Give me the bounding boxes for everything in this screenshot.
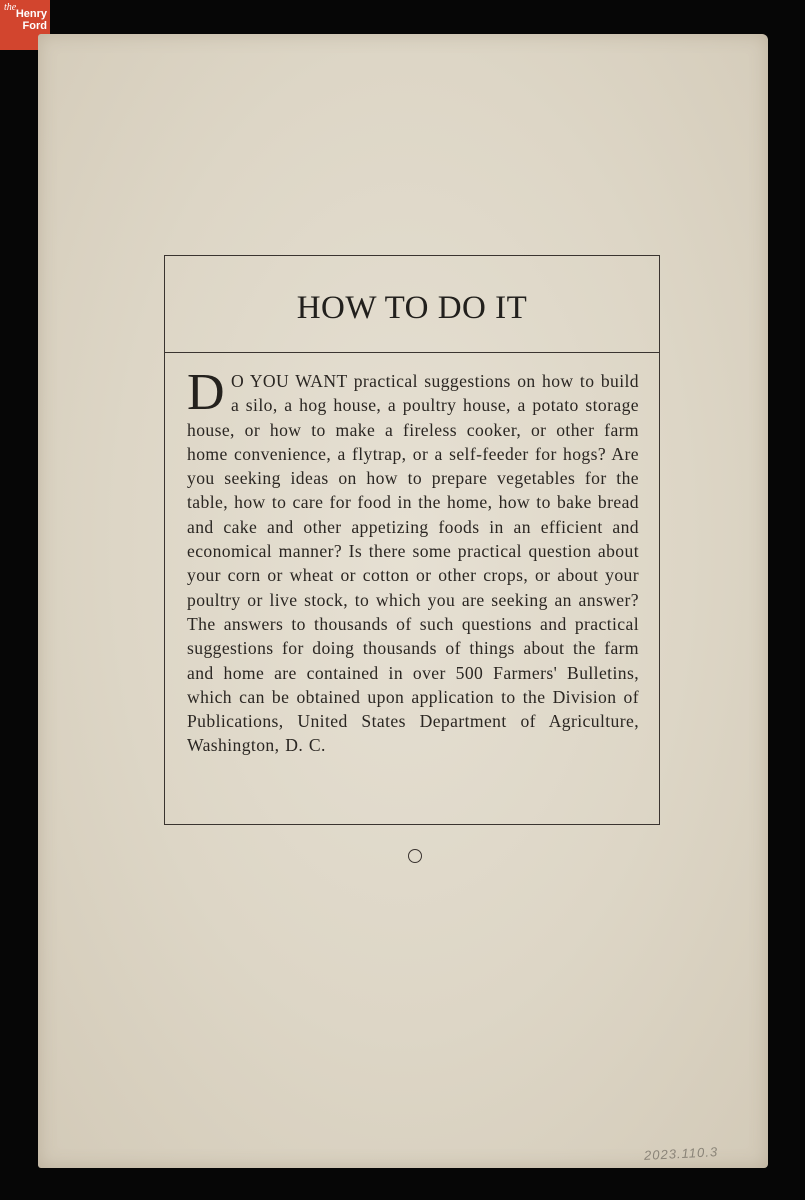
accession-number: 2023.110.3 <box>643 1144 719 1163</box>
page-title: HOW TO DO IT <box>296 289 528 326</box>
notice-header <box>165 256 659 353</box>
logo-the: the <box>4 2 17 13</box>
notice-paragraph: O YOU WANT practical suggestions on how to build a silo, a hog house, a poultry house, a potato storage house, or how to make a fireless cooker, or other farm home convenience, a flytrap, or a self-feeder for hogs? Are you seeking ideas on how to prepare vegetables for the table, how to care for food in the home, how to bake bread and cake and other appetizing foods in an efficient and economical manner? Is there some practical question about your corn or wheat or cotton or other crops, or about your poultry or live stock, to which you are seeking an answer? The answers to thousands of such questions and practical suggestions for doing thousands of things about the farm and home are contained in over 500 Farmers' Bulletins, which can be obtained upon application to the Division of Publications, United States Department of Agriculture, Washington, D. C. <box>187 371 639 756</box>
notice-body <box>165 353 659 758</box>
notice-box <box>164 255 660 825</box>
logo-ford: Ford <box>22 20 47 32</box>
logo-henry: Henry <box>15 8 47 20</box>
document-page <box>38 34 768 1168</box>
circle-mark <box>408 849 422 863</box>
drop-cap: D <box>187 364 225 421</box>
